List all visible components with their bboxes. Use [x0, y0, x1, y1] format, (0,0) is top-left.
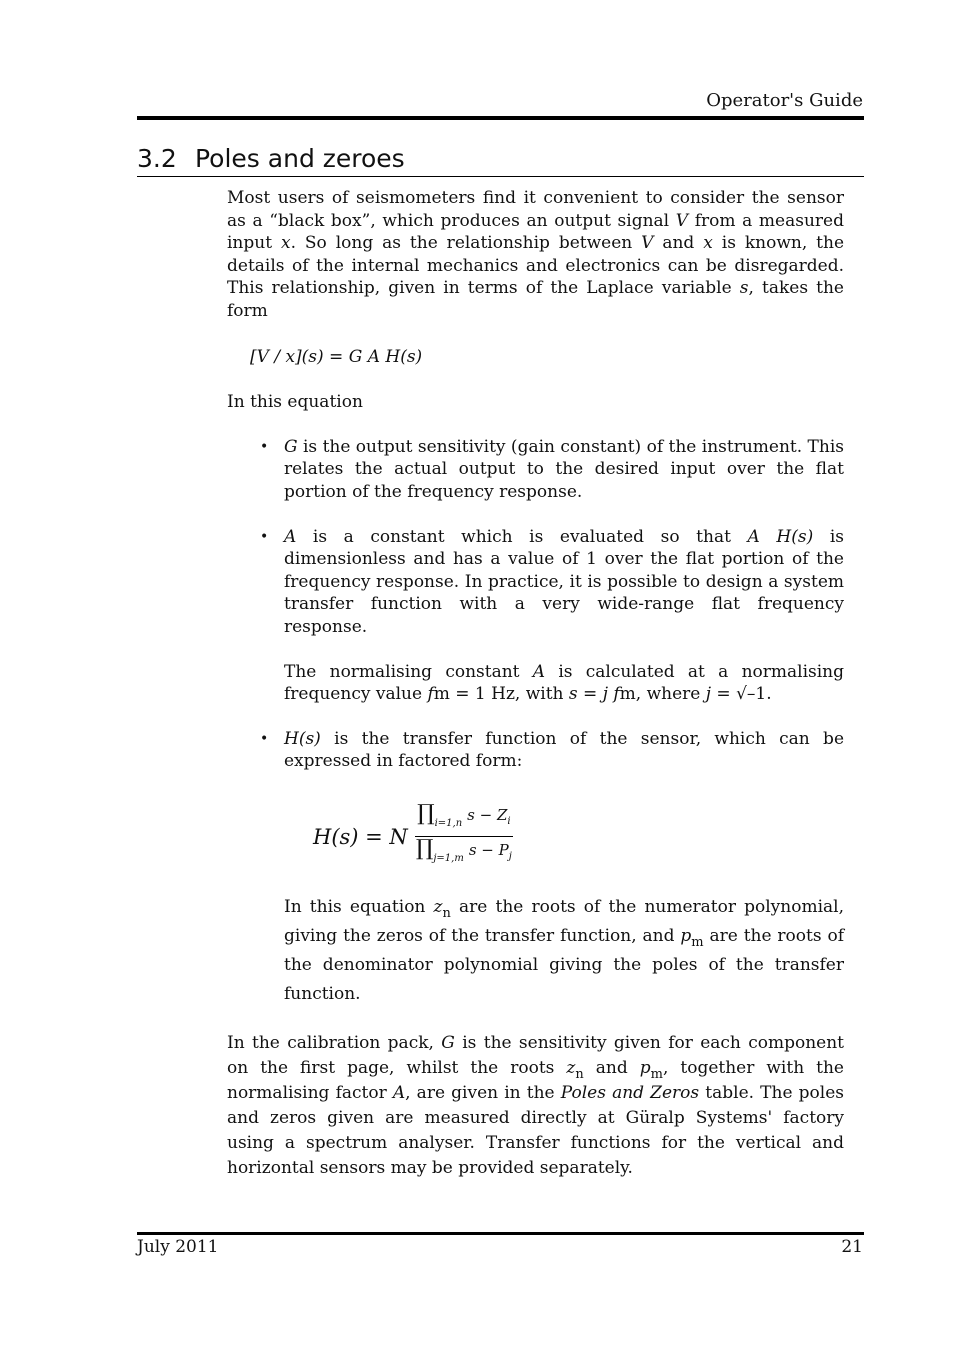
product-symbol: ∏ — [417, 800, 435, 826]
text: , takes the form — [227, 278, 844, 321]
footer-date: July 2011 — [137, 1237, 219, 1257]
subscript: i — [507, 815, 511, 827]
text: is the sensitivity given for each component on the first page, whilst the roots — [227, 1033, 844, 1079]
var-a: A — [392, 1083, 406, 1104]
text: In this equation — [284, 897, 434, 918]
text: and — [653, 233, 704, 254]
text: = √–1. — [711, 684, 772, 705]
bullet-icon: • — [260, 730, 269, 747]
var-a: A — [284, 526, 297, 547]
footer-rule — [137, 1232, 864, 1235]
text: are the roots of the denominator polynomial giving the poles of the transfer function. — [284, 926, 844, 1005]
var-v: V — [675, 210, 689, 231]
text: Most users of seismometers find it convenient to consider the sensor as a “black box”, which produces an output signal — [227, 188, 844, 231]
subscript: m — [691, 935, 704, 951]
fraction — [414, 800, 514, 871]
equation-text: [V / x](s) = G A H(s) — [250, 346, 423, 367]
text: , together with the normalising factor — [227, 1058, 844, 1104]
var-a: A — [532, 661, 546, 682]
subscript: j — [508, 851, 512, 863]
bullet-paragraph — [284, 661, 844, 706]
text: is a constant which is evaluated so that — [296, 526, 748, 547]
var-p: p — [639, 1058, 651, 1079]
bullet-paragraph — [284, 728, 844, 773]
var-jf: j f — [602, 684, 620, 705]
var-j: j — [705, 684, 712, 705]
text: m, where — [619, 684, 706, 705]
var-x: x — [703, 233, 713, 254]
section-number: 3.2 — [137, 144, 177, 173]
subscript: n — [442, 906, 451, 922]
definition-list — [227, 436, 844, 1009]
equation-1 — [250, 346, 844, 369]
subscript: m — [650, 1067, 663, 1083]
header-rule — [137, 116, 864, 120]
subscript: n — [575, 1067, 584, 1083]
numerator — [415, 800, 513, 838]
var-hs: H(s) — [284, 728, 321, 749]
numerator-term: s − Z — [467, 805, 508, 824]
var-g: G — [284, 436, 298, 457]
text: In the calibration pack, — [227, 1033, 442, 1054]
bullet-icon: • — [260, 528, 269, 545]
product-range: j=1,m — [433, 853, 464, 865]
header-title: Operator's Guide — [706, 90, 863, 111]
text: table. The poles and zeros given are measured directly at Güralp Systems' factory using a spectrum analyser. Transfer functions for the vertical and horizontal sensors may be provided separately. — [227, 1083, 844, 1179]
var-z: z — [566, 1058, 576, 1079]
text: is calculated at a normalising frequency value — [284, 661, 844, 705]
text: from a measured input — [227, 210, 844, 254]
var-s: s — [568, 684, 578, 705]
text: is known, the details of the internal mechanics and electronics can be disregarded. This relationship, given in terms of the Laplace variable — [227, 233, 845, 299]
body-text — [227, 187, 844, 1181]
bullet-icon: • — [260, 438, 269, 455]
text: is the transfer function of the sensor, which can be expressed in factored form: — [284, 728, 844, 772]
equation-intro: In this equation — [227, 392, 363, 413]
text: = — [577, 684, 603, 705]
bullet-paragraph — [284, 893, 844, 1009]
text: The normalising constant — [284, 661, 533, 682]
product-symbol: ∏ — [415, 836, 434, 862]
transfer-function-equation — [313, 800, 844, 871]
denominator — [414, 837, 514, 871]
expr: A H(s) — [747, 526, 814, 547]
section-rule — [137, 176, 864, 177]
list-item — [227, 728, 844, 1009]
bullet-paragraph — [284, 526, 844, 639]
text: and — [583, 1058, 640, 1079]
var-z: z — [433, 897, 443, 918]
var-s: s — [739, 278, 749, 299]
var-x: x — [280, 233, 291, 254]
var-v: V — [641, 233, 654, 254]
equation-lhs: H(s) = N — [313, 824, 408, 849]
section-heading — [137, 144, 405, 173]
table-name: Poles and Zeros — [560, 1083, 700, 1104]
var-g: G — [441, 1033, 455, 1054]
intro-paragraph — [227, 187, 844, 323]
product-range: i=1,n — [434, 817, 463, 829]
text: are the roots of the numerator polynomial, giving the zeros of the transfer function, and — [284, 897, 844, 947]
text: is dimensionless and has a value of 1 over the flat portion of the frequency response. In practice, it is possible to design a system transfer function with a very wide-range flat frequency response. — [284, 526, 844, 637]
denominator-term: s − P — [468, 841, 509, 860]
page-number: 21 — [841, 1237, 863, 1257]
text: , are given in the — [405, 1083, 561, 1104]
list-item — [227, 436, 844, 504]
section-title: Poles and zeroes — [195, 144, 405, 173]
var-p: p — [680, 926, 692, 947]
bullet-paragraph — [284, 436, 844, 504]
text: . So long as the relationship between — [290, 233, 642, 254]
text: m = 1 Hz, with — [433, 684, 569, 705]
list-item — [227, 526, 844, 706]
text: is the output sensitivity (gain constant) of the instrument. This relates the actual output to the desired input over the flat portion of the frequency response. — [284, 436, 844, 502]
final-paragraph — [227, 1031, 844, 1181]
var-f: f — [427, 684, 434, 705]
